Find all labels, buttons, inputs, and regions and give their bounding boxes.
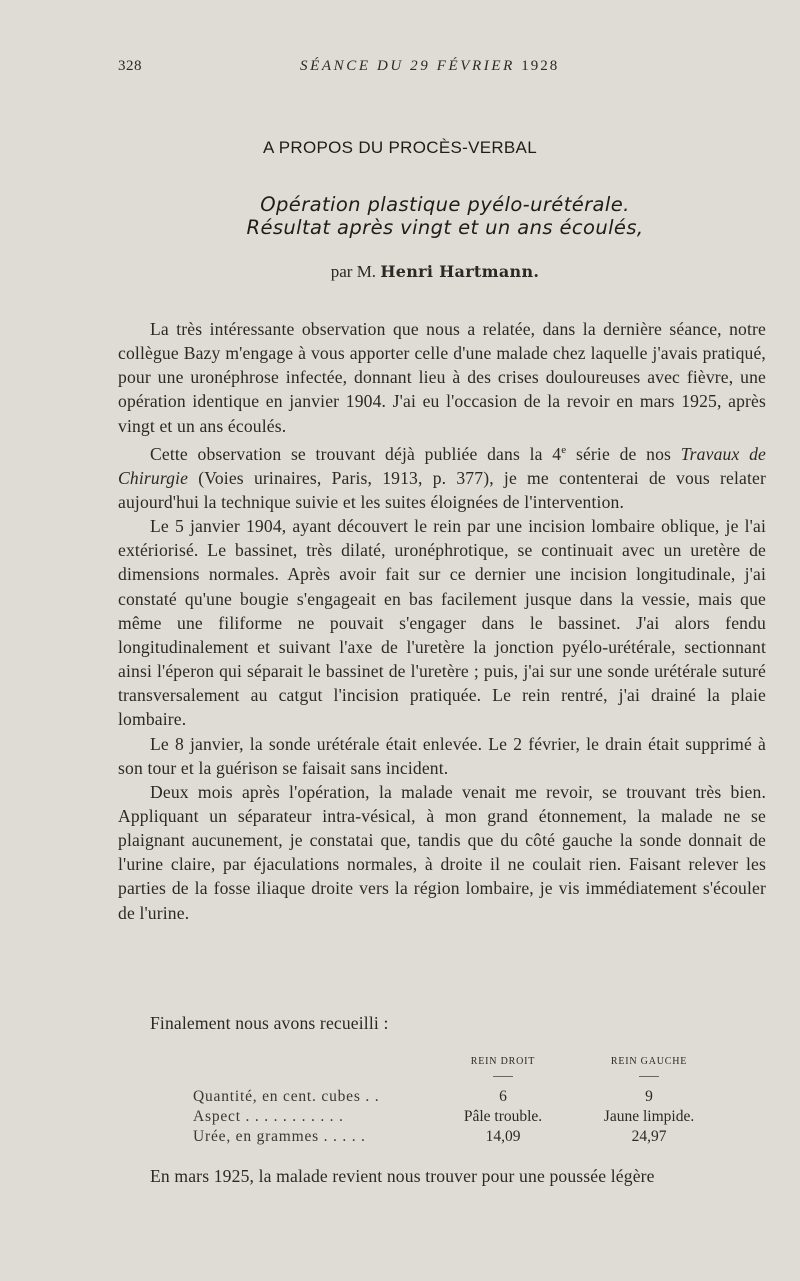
row-label: Urée, en grammes . . . . . <box>193 1128 366 1145</box>
row-label: Aspect . . . . . . . . . . . <box>193 1108 344 1125</box>
column-rule-gauche <box>639 1076 659 1077</box>
article-body <box>118 317 766 925</box>
page-number: 328 <box>118 58 142 74</box>
rein-droit-value: Pâle trouble. <box>463 1108 543 1125</box>
column-rule-droit <box>493 1076 513 1077</box>
paragraph-2-text-b: série de nos <box>566 443 681 464</box>
rein-droit-value: 6 <box>499 1088 507 1105</box>
session-date: SÉANCE DU 29 FÉVRIER <box>300 58 515 74</box>
article-title-line-2: Résultat après vingt et un ans écoulés, <box>246 216 644 239</box>
byline-prefix: par M. <box>330 262 377 281</box>
paragraph-2 <box>118 438 766 514</box>
rein-gauche-value: 9 <box>645 1088 653 1105</box>
closing-line: En mars 1925, la malade revient nous trouver pour une poussée légère <box>150 1166 655 1186</box>
paragraph-2-text-c: (Voies urinaires, Paris, 1913, p. 377), je me contenterai de vous relater aujourd'hui la technique suivie et les suites éloignées de l'intervention. <box>118 467 766 512</box>
superscript-e: e <box>561 443 567 456</box>
column-header-rein-gauche: REIN GAUCHE <box>610 1056 688 1067</box>
row-label: Quantité, en cent. cubes . . <box>193 1088 380 1105</box>
byline <box>0 262 800 282</box>
book-title: Travaux de Chirurgie <box>118 443 766 488</box>
rein-gauche-value: 24,97 <box>631 1128 667 1145</box>
section-title: A PROPOS DU PROCÈS-VERBAL <box>263 138 537 157</box>
results-table <box>118 1056 766 1146</box>
session-year: 1928 <box>521 58 560 74</box>
paragraph-1: La très intéressante observation que nous a relatée, dans la dernière séance, notre collègue Bazy m'engage à vous apporter celle d'une malade chez laquelle j'avais pratiqué, pour une uronéphrose infectée, donnant lieu à des crises douloureuses avec fièvre, une opération identique en janvier 1904. J'ai eu l'occasion de la revoir en mars 1925, après vingt et un ans écoulés. <box>118 319 766 436</box>
author-name: Henri Hartmann. <box>380 262 540 281</box>
column-header-rein-droit: REIN DROIT <box>470 1056 536 1067</box>
journal-session-title <box>300 58 559 75</box>
table-row <box>118 1088 766 1108</box>
table-row <box>118 1128 766 1148</box>
paragraph-6: Finalement nous avons recueilli : <box>150 1013 389 1033</box>
article-title-line-1: Opération plastique pyélo-urétérale. <box>260 193 630 216</box>
table-row <box>118 1108 766 1128</box>
rein-droit-value: 14,09 <box>485 1128 521 1145</box>
paragraph-4: Le 8 janvier, la sonde urétérale était enlevée. Le 2 février, le drain était supprimé à son tour et la guérison se faisait sans incident. <box>118 733 766 778</box>
paragraph-5: Deux mois après l'opération, la malade venait me revoir, se trouvant très bien. Appliquant un séparateur intra-vésical, à mon grand étonnement, la malade ne se plaignant aucunement, je constatai que, tandis que du côté gauche la sonde donnait de l'urine claire, par éjaculations normales, à droite il ne coulait rien. Faisant relever les parties de la fosse iliaque droite vers la région lombaire, je vis immédiatement s'écouler de l'urine. <box>118 781 766 923</box>
paragraph-3: Le 5 janvier 1904, ayant découvert le rein par une incision lombaire oblique, je l'ai extériorisé. Le bassinet, très dilaté, uronéphrotique, se continuait avec un uretère de dimensions normales. Après avoir fait sur ce dernier une incision longitudinale, j'ai constaté qu'une bougie s'engageait en bas facilement jusque dans la vessie, mais que même une filiforme ne pouvait s'engager dans le bassinet. J'ai alors fendu longitudinalement et suivant l'axe de l'uretère la jonction pyélo-urétérale, sectionnant ainsi l'éperon qui séparait le bassinet de l'uretère ; puis, j'ai sur une sonde urétérale suturé transversalement au catgut l'incision pratiquée. Le rein rentré, j'ai drainé la plaie lombaire. <box>118 516 766 730</box>
paragraph-2-text-a: Cette observation se trouvant déjà publiée dans la 4 <box>150 443 562 464</box>
article-title <box>0 193 800 239</box>
running-head <box>118 58 766 80</box>
rein-gauche-value: Jaune limpide. <box>603 1108 695 1125</box>
